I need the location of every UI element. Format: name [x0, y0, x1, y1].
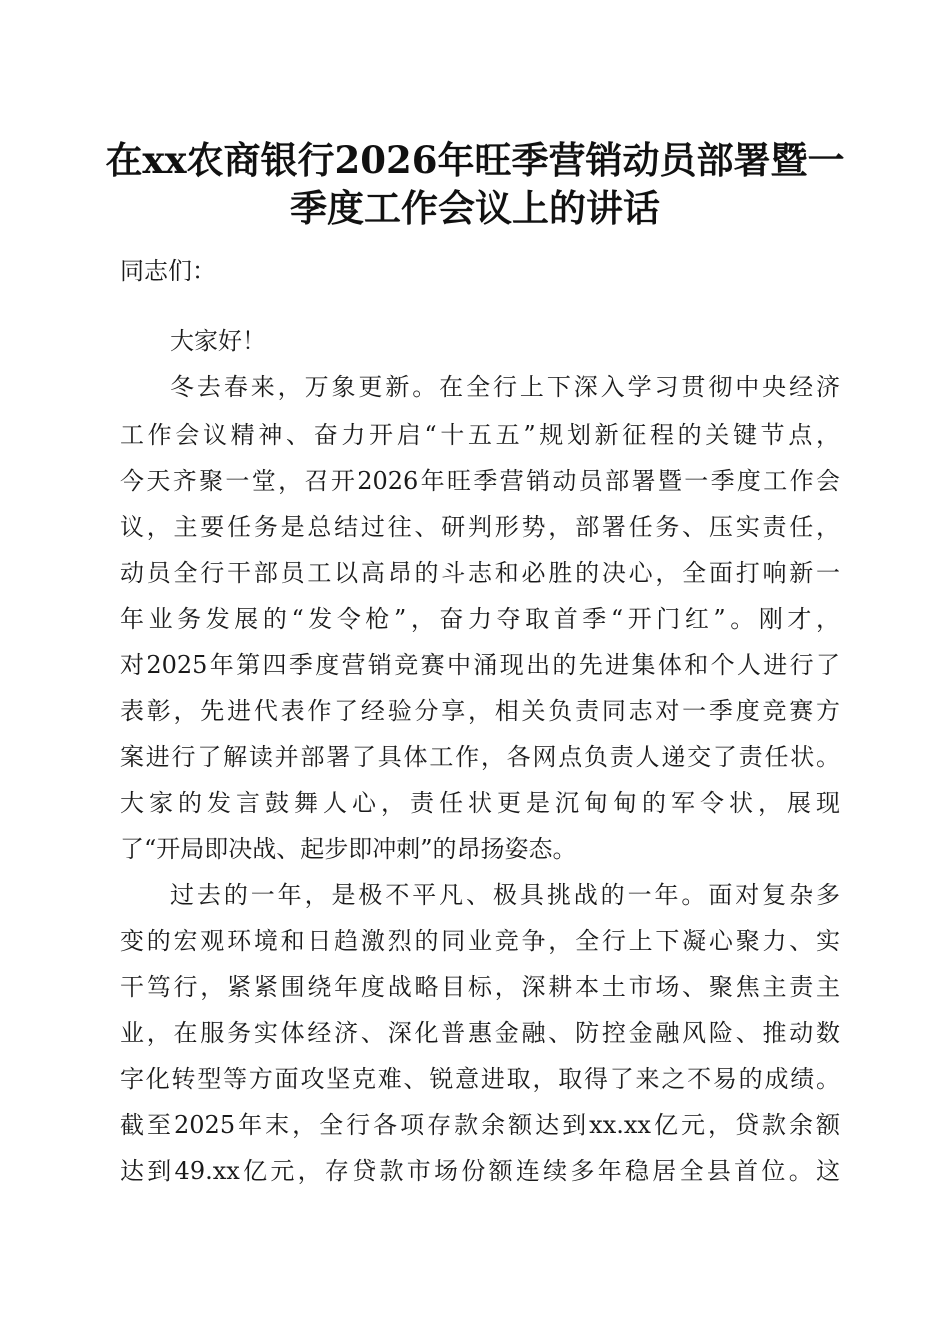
paragraph-1-line: 动员全行干部员工以高昂的斗志和必胜的决心，全面打响新一: [120, 559, 840, 587]
paragraph-2-line: 变的宏观环境和日趋激烈的同业竞争，全行上下凝心聚力、实: [120, 927, 840, 955]
paragraph-1-line: 案进行了解读并部署了具体工作，各网点负责人递交了责任状。: [120, 743, 840, 771]
paragraph-1-line: 大家的发言鼓舞人心，责任状更是沉甸甸的军令状，展现: [120, 789, 840, 817]
document-title-line-2: 季度工作会议上的讲话: [290, 186, 660, 230]
salutation: 同志们：: [120, 257, 216, 285]
paragraph-1-line: 议，主要任务是总结过往、研判形势，部署任务、压实责任，: [120, 513, 840, 541]
paragraph-1-line: 表彰，先进代表作了经验分享，相关负责同志对一季度竞赛方: [120, 697, 840, 725]
paragraph-1-line: 年业务发展的“发令枪”，奋力夺取首季“开门红”。刚才，: [120, 605, 840, 633]
paragraph-2-line: 截至2025年末，全行各项存款余额达到xx.xx亿元，贷款余额: [120, 1111, 840, 1139]
document-title-line-1: 在xx农商银行2026年旺季营销动员部署暨一: [105, 138, 845, 182]
paragraph-2-line: 业，在服务实体经济、深化普惠金融、防控金融风险、推动数: [120, 1019, 840, 1047]
paragraph-1-line: 对2025年第四季度营销竞赛中涌现出的先进集体和个人进行了: [120, 651, 840, 679]
paragraph-2-line: 达到49.xx亿元，存贷款市场份额连续多年稳居全县首位。这: [120, 1157, 840, 1185]
paragraph-2-line: 字化转型等方面攻坚克难、锐意进取，取得了来之不易的成绩。: [120, 1065, 840, 1093]
greeting: 大家好！: [170, 327, 266, 355]
paragraph-2-line: 过去的一年，是极不平凡、极具挑战的一年。面对复杂多: [170, 881, 840, 909]
paragraph-2-line: 干笃行，紧紧围绕年度战略目标，深耕本土市场、聚焦主责主: [120, 973, 840, 1001]
paragraph-1-line: 冬去春来，万象更新。在全行上下深入学习贯彻中央经济: [170, 373, 840, 401]
paragraph-1-line: 今天齐聚一堂，召开2026年旺季营销动员部署暨一季度工作会: [120, 467, 840, 495]
paragraph-1-line: 了“开局即决战、起步即冲刺”的昂扬姿态。: [120, 835, 577, 863]
paragraph-1-line: 工作会议精神、奋力开启“十五五”规划新征程的关键节点，: [120, 421, 840, 449]
